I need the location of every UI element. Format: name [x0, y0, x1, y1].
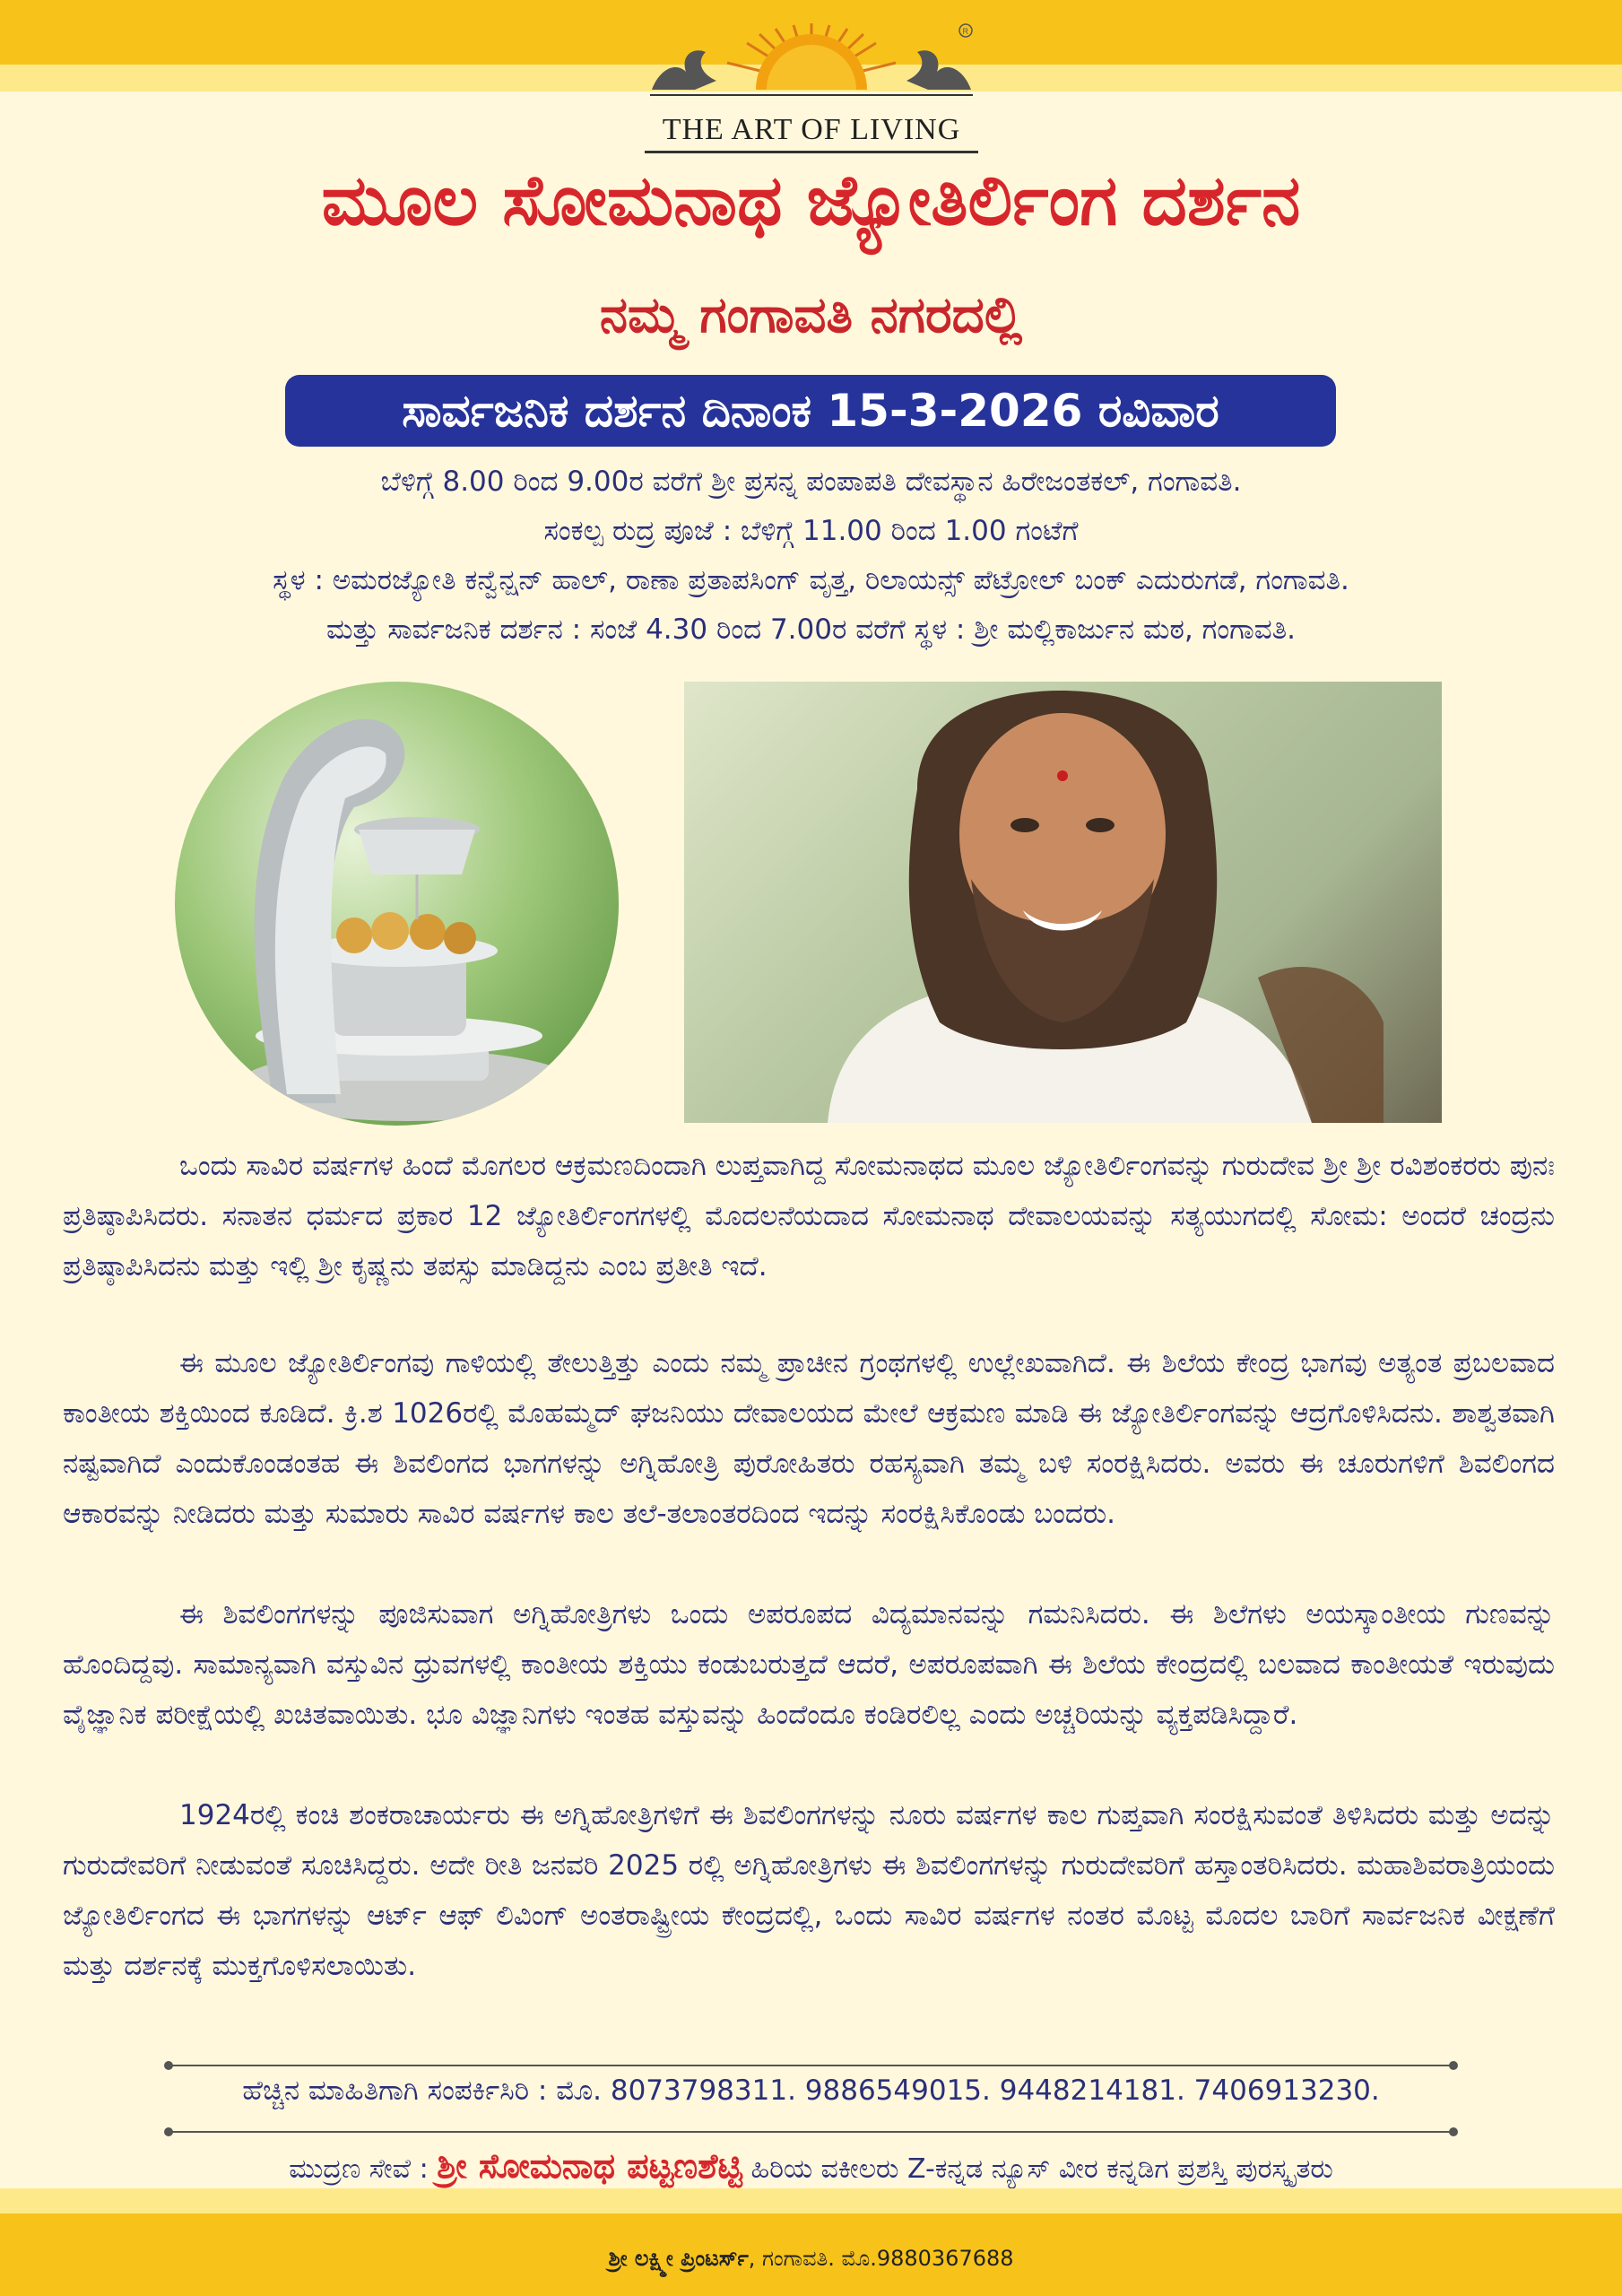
schedule-line-1: ಬೆಳಿಗ್ಗೆ 8.00 ರಿಂದ 9.00ರ ವರೆಗೆ ಶ್ರೀ ಪ್ರಸನ್ನ ಪಂಪಾಪತಿ ದೇವಸ್ಥಾನ ಹಿರೇಜಂತಕಲ್, ಗಂಗಾವತಿ. [380, 465, 1242, 498]
logo-emblem-icon [641, 16, 982, 115]
gurudev-photo [684, 682, 1442, 1123]
printing-credit [0, 2146, 1622, 2187]
printer-name: ಶ್ರೀ ಲಕ್ಷ್ಮೀ ಪ್ರಿಂಟರ್ಸ್ [608, 2246, 749, 2271]
paragraph-3: ಈ ಶಿವಲಿಂಗಗಳನ್ನು ಪೂಜಿಸುವಾಗ ಅಗ್ನಿಹೋತ್ರಿಗಳು ಒಂದು ಅಪರೂಪದ ವಿದ್ಯಮಾನವನ್ನು ಗಮನಿಸಿದರು. ಈ ಶಿಲೆಗಳು ಅಯಸ್ಕಾಂತೀಯ ಗುಣವನ್ನು ಹೊಂದಿದ್ದವು. ಸಾಮಾನ್ಯವಾಗಿ ವಸ್ತುವಿನ ಧ್ರುವಗಳಲ್ಲಿ ಕಾಂತೀಯ ಶಕ್ತಿಯು ಕಂಡುಬರುತ್ತದೆ ಆದರೆ, ಅಪರೂಪವಾಗಿ ಈ ಶಿಲೆಯ ಕೇಂದ್ರದಲ್ಲಿ ಬಲವಾದ ಕಾಂತೀಯತೆ ಇರುವುದು ವೈಜ್ಞಾನಿಕ ಪರೀಕ್ಷೆಯಲ್ಲಿ ಖಚಿತವಾಯಿತು. ಭೂ ವಿಜ್ಞಾನಿಗಳು ಇಂತಹ ವಸ್ತುವನ್ನು ಹಿಂದೆಂದೂ ಕಂಡಿರಲಿಲ್ಲ ಎಂದು ಅಚ್ಚರಿಯನ್ನು ವ್ಯಕ್ತಪಡಿಸಿದ್ದಾರೆ. [63, 1598, 1555, 1731]
svg-text:R: R [962, 27, 968, 36]
bottom-light-band [0, 2188, 1622, 2213]
printing-label: ಮುದ್ರಣ ಸೇವೆ : [289, 2153, 438, 2185]
date-banner: ಸಾರ್ವಜನಿಕ ದರ್ಶನ ದಿನಾಂಕ 15-3-2026 ರವಿವಾರ [285, 375, 1336, 447]
shivalinga-photo [175, 682, 619, 1126]
logo-underline [645, 151, 978, 153]
contact-info: ಹೆಚ್ಚಿನ ಮಾಹಿತಿಗಾಗಿ ಸಂಪರ್ಕಿಸಿರಿ : ಮೊ. 8073798311. 9886549015. 9448214181. 7406913230. [242, 2074, 1380, 2107]
schedule-line-4: ಮತ್ತು ಸಾರ್ವಜನಿಕ ದರ್ಶನ : ಸಂಜೆ 4.30 ರಿಂದ 7.00ರ ವರೆಗೆ ಸ್ಥಳ : ಶ್ರೀ ಮಲ್ಲಿಕಾರ್ಜುನ ಮಠ, ಗಂಗಾವತಿ. [326, 613, 1296, 646]
paragraph-1: ಒಂದು ಸಾವಿರ ವರ್ಷಗಳ ಹಿಂದೆ ಮೊಗಲರ ಆಕ್ರಮಣದಿಂದಾಗಿ ಲುಪ್ತವಾಗಿದ್ದ ಸೋಮನಾಥದ ಮೂಲ ಜ್ಯೋತಿರ್ಲಿಂಗವನ್ನು ಗುರುದೇವ ಶ್ರೀ ಶ್ರೀ ರವಿಶಂಕರರು ಪುನಃ ಪ್ರತಿಷ್ಠಾಪಿಸಿದರು. ಸನಾತನ ಧರ್ಮದ ಪ್ರಕಾರ 12 ಜ್ಯೋತಿರ್ಲಿಂಗಗಳಲ್ಲಿ ಮೊದಲನೆಯದಾದ ಸೋಮನಾಥ ದೇವಾಲಯವನ್ನು ಸತ್ಯಯುಗದಲ್ಲಿ ಸೋಮ: ಅಂದರೆ ಚಂದ್ರನು ಪ್ರತಿಷ್ಠಾಪಿಸಿದನು ಮತ್ತು ಇಲ್ಲಿ ಶ್ರೀ ಕೃಷ್ಣನು ತಪಸ್ಸು ಮಾಡಿದ್ದನು ಎಂಬ ಪ್ರತೀತಿ ಇದೆ. [63, 1150, 1555, 1283]
schedule-line-2: ಸಂಕಲ್ಪ ರುದ್ರ ಪೂಜೆ : ಬೆಳಿಗ್ಗೆ 11.00 ರಿಂದ 1.00 ಗಂಟೆಗೆ [543, 515, 1079, 547]
paragraph-2: ಈ ಮೂಲ ಜ್ಯೋತಿರ್ಲಿಂಗವು ಗಾಳಿಯಲ್ಲಿ ತೇಲುತ್ತಿತ್ತು ಎಂದು ನಮ್ಮ ಪ್ರಾಚೀನ ಗ್ರಂಥಗಳಲ್ಲಿ ಉಲ್ಲೇಖವಾಗಿದೆ. ಈ ಶಿಲೆಯ ಕೇಂದ್ರ ಭಾಗವು ಅತ್ಯಂತ ಪ್ರಬಲವಾದ ಕಾಂತೀಯ ಶಕ್ತಿಯಿಂದ ಕೂಡಿದೆ. ಕ್ರಿ.ಶ 1026ರಲ್ಲಿ ಮೊಹಮ್ಮದ್ ಘಜನಿಯು ದೇವಾಲಯದ ಮೇಲೆ ಆಕ್ರಮಣ ಮಾಡಿ ಈ ಜ್ಯೋತಿರ್ಲಿಂಗವನ್ನು ಆದ್ರಗೊಳಿಸಿದನು. ಶಾಶ್ವತವಾಗಿ ನಷ್ಟವಾಗಿದೆ ಎಂದುಕೊಂಡಂತಹ ಈ ಶಿವಲಿಂಗದ ಭಾಗಗಳನ್ನು ಅಗ್ನಿಹೋತ್ರಿ ಪುರೋಹಿತರು ರಹಸ್ಯವಾಗಿ ತಮ್ಮ ಬಳಿ ಸಂರಕ್ಷಿಸಿದರು. ಅವರು ಈ ಚೂರುಗಳಿಗೆ ಶಿವಲಿಂಗದ ಆಕಾರವನ್ನು ನೀಡಿದರು ಮತ್ತು ಸುಮಾರು ಸಾವಿರ ವರ್ಷಗಳ ಕಾಲ ತಲೆ-ತಲಾಂತರದಿಂದ ಇದನ್ನು ಸಂರಕ್ಷಿಸಿಕೊಂಡು ಬಂದರು. [63, 1347, 1555, 1530]
printer-footer [0, 2246, 1622, 2271]
divider-bottom [169, 2131, 1453, 2133]
schedule-line-3: ಸ್ಥಳ : ಅಮರಜ್ಯೋತಿ ಕನ್ವೆನ್ಷನ್ ಹಾಲ್, ರಾಣಾ ಪ್ರತಾಪಸಿಂಗ್ ವೃತ್ತ, ರಿಲಾಯನ್ಸ್ ಪೆಟ್ರೋಲ್ ಬಂಕ್ ಎದುರುಗಡೆ, ಗಂಗಾವತಿ. [273, 564, 1349, 596]
logo-wordmark: THE ART OF LIVING [662, 113, 961, 146]
paragraph-4: 1924ರಲ್ಲಿ ಕಂಚಿ ಶಂಕರಾಚಾರ್ಯರು ಈ ಅಗ್ನಿಹೋತ್ರಿಗಳಿಗೆ ಈ ಶಿವಲಿಂಗಗಳನ್ನು ನೂರು ವರ್ಷಗಳ ಕಾಲ ಗುಪ್ತವಾಗಿ ಸಂರಕ್ಷಿಸುವಂತೆ ತಿಳಿಸಿದರು ಮತ್ತು ಅದನ್ನು ಗುರುದೇವರಿಗೆ ನೀಡುವಂತೆ ಸೂಚಿಸಿದ್ದರು. ಅದೇ ರೀತಿ ಜನವರಿ 2025 ರಲ್ಲಿ ಅಗ್ನಿಹೋತ್ರಿಗಳು ಈ ಶಿವಲಿಂಗಗಳನ್ನು ಗುರುದೇವರಿಗೆ ಹಸ್ತಾಂತರಿಸಿದರು. ಮಹಾಶಿವರಾತ್ರಿಯಂದು ಜ್ಯೋತಿರ್ಲಿಂಗದ ಈ ಭಾಗಗಳನ್ನು ಆರ್ಟ್ ಆಫ್ ಲಿವಿಂಗ್ ಅಂತರಾಷ್ಟ್ರೀಯ ಕೇಂದ್ರದಲ್ಲಿ, ಒಂದು ಸಾವಿರ ವರ್ಷಗಳ ನಂತರ ಮೊಟ್ಟ ಮೊದಲ ಬಾರಿಗೆ ಸಾರ್ವಜನಿಕ ವೀಕ್ಷಣೆಗೆ ಮತ್ತು ದರ್ಶನಕ್ಕೆ ಮುಕ್ತಗೊಳಿಸಲಾಯಿತು. [63, 1799, 1555, 1982]
art-of-living-logo [641, 16, 982, 151]
page-title: ಮೂಲ ಸೋಮನಾಥ ಜ್ಯೋತಿರ್ಲಿಂಗ ದರ್ಶನ [321, 161, 1301, 241]
page-subtitle: ನಮ್ಮ ಗಂಗಾವತಿ ನಗರದಲ್ಲಿ [599, 286, 1023, 344]
printer-location: , ಗಂಗಾವತಿ. ಮೊ.9880367688 [748, 2246, 1014, 2271]
divider-top [169, 2065, 1453, 2066]
sponsor-name: ಶ್ರೀ ಸೋಮನಾಥ ಪಟ್ಟಣಶೆಟ್ಟಿ [437, 2146, 742, 2186]
sponsor-description: ಹಿರಿಯ ವಕೀಲರು Z-ಕನ್ನಡ ನ್ಯೂಸ್ ವೀರ ಕನ್ನಡಿಗ ಪ್ರಶಸ್ತಿ ಪುರಸ್ಕೃತರು [742, 2153, 1333, 2185]
